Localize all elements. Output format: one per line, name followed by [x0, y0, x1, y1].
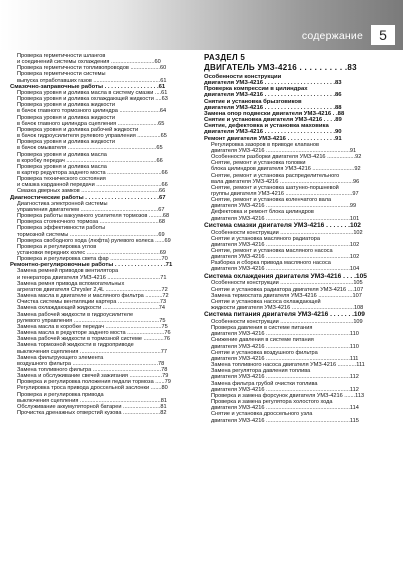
toc-entry: Проверка и регулировка положения педали тормоза ......79 — [17, 379, 171, 386]
toc-entries — [204, 74, 392, 424]
section-title: ДВИГАТЕЛЬ УМЗ-4216 . . . . . . . . . .83 — [204, 63, 357, 72]
toc-entry: Снятие и установка воздушного фильтра двигателя УМЗ-4216 ......................................................111 — [211, 349, 359, 362]
header-title: содержание — [301, 30, 363, 42]
toc-entry: Прочистка дренажных отверстий кузова ........................82 — [17, 410, 167, 417]
toc-heading: Смазочно-заправочные работы . . . . . . . . . . . . . . . . .61 — [10, 83, 166, 90]
toc-entry: Проверка и регулировка света фар .................................70 — [17, 256, 168, 263]
toc-heading: Ремонт двигателя УМЗ-4216 . . . . . . . . . . . . . . .91 — [204, 135, 342, 142]
toc-entry: Проверка свободного хода (люфта) рулевого колеса ......69 — [17, 237, 171, 244]
toc-entry: Замена охлаждающей жидкости ....................................74 — [17, 305, 166, 312]
toc-entry: Обслуживание аккумуляторной батареи ........................81 — [17, 403, 167, 410]
toc-entry: Снятие и установка насоса охлаждающей жидкости двигателя УМЗ-4216 ........................................108 — [211, 298, 364, 312]
toc-heading: Система питания двигателя УМЗ-4216 . . . . . . .109 — [204, 311, 365, 319]
toc-entry: Снижение давления в системе питания двигателя УМЗ-4216 ......................................................110 — [211, 337, 359, 350]
toc-heading: Ремонтно-регулировочные работы . . . . . . . . . . . . . . . .71 — [10, 262, 173, 269]
toc-entry: Проверка эффективности работы тормозной системы .........................................................69 — [17, 225, 165, 238]
toc-entry: Проверка работы вакуумного усилителя тормозов .........68 — [17, 213, 170, 220]
toc-entry: Замена масла в коробке передач ....................................75 — [17, 323, 168, 330]
toc-entry: Снятие и установка масляного радиатора двигателя УМЗ-4216 ......................................................102 — [211, 235, 360, 248]
toc-entry: Проверка уровня и доливка охлаждающей жидкости ....63 — [17, 96, 168, 103]
toc-entry: Проверка уровня и доливка жидкости в бачок омывателя .........................................................65 — [17, 139, 163, 152]
toc-entry: Снятие, ремонт и установка масляного насоса двигателя УМЗ-4216 ......................................................102 — [211, 248, 360, 261]
toc-heading: Система охлаждения двигателя УМЗ-4216 . . . .105 — [204, 272, 367, 280]
toc-entry: Проверка герметичности шлангов и соединений системы охлаждения ............................60 — [17, 53, 161, 66]
toc-entry: Замена ремней приводов вентилятора и генератора двигателя УМЗ-4216 ..................................71 — [17, 268, 167, 281]
toc-entry: Проверка и замена форсунок двигателя УМЗ-4216 .......113 — [211, 392, 365, 399]
toc-heading: Снятие, дефектовка и установка маховика двигателя УМЗ-4216 . . . . . . . . . . . . . . . . . . . . . .90 — [204, 123, 342, 136]
toc-entry: Особенности конструкции ...............................................105 — [211, 280, 363, 287]
toc-entry: Проверка уровня и доливка жидкости в бачок главного тормозного цилиндра ..........................64 — [17, 102, 167, 115]
toc-entry: Проверка уровня и доливка масла в систему смазки ....61 — [17, 89, 168, 96]
toc-entry: Разборка и сборка привода масляного насоса двигателя УМЗ-4216 ......................................................104 — [211, 260, 360, 273]
toc-right-column — [204, 53, 392, 424]
toc-entry: Замена ремня привода вспомогательных агрегатов двигателя Chrysler 2,4L ....................................72 — [17, 280, 168, 293]
toc-entry: Снятие, ремонт и установка шатунно-поршневой группы двигателя УМЗ-4216 ...........................................97 — [211, 184, 359, 197]
toc-entry: Проверка герметичности системы выпуска отработавших газов ...........................................61 — [17, 71, 167, 84]
toc-entry: Замена масла в редукторе заднего моста ........................76 — [17, 330, 171, 337]
toc-entry: Замена рабочей жидкости в гидроусилителе рулевого управления .......................................................75 — [17, 311, 166, 324]
toc-entry: Диагностика электронной системы управления двигателем ..................................................67 — [17, 200, 165, 213]
toc-entry: Проверка и замена регулятора холостого хода двигателя УМЗ-4216 ......................................................114 — [211, 399, 359, 412]
toc-entry: Проверка технического состояния и смазка карданной передачи ..........................................66 — [17, 176, 168, 189]
toc-entry: Замена термостата двигателя УМЗ-4216 ......................107 — [211, 292, 362, 299]
toc-heading: Особенности конструкции двигателя УМЗ-4216 . . . . . . . . . . . . . . . . . . . . . .83 — [204, 74, 342, 87]
toc-entry: Проверка герметичности топливопроводов ...................60 — [17, 65, 167, 72]
toc-heading: Снятие и установка двигателя УМЗ-4216 . . . .89 — [204, 117, 342, 124]
toc-entry: Особенности конструкции ...............................................102 — [211, 229, 363, 236]
toc-entry: Особенности конструкции ...............................................109 — [211, 319, 363, 326]
toc-heading: Система смазки двигателя УМЗ-4216 . . . . . . .102 — [204, 221, 361, 229]
toc-heading: Диагностические работы . . . . . . . . . . . . . . . . . . . . . . .67 — [10, 194, 166, 201]
toc-entry: Проверка уровня и доливка рабочей жидкости в бачок гидроусилителя рулевого управления ...............65 — [17, 126, 167, 140]
toc-entry: Снятие и установка дроссельного узла двигателя УМЗ-4216 ......................................................115 — [211, 411, 359, 424]
toc-entry: Проверка уровня и доливка жидкости в бачок главного цилиндра сцепления ..........................65 — [17, 114, 165, 127]
toc-entry: Замена тормозной жидкости в гидроприводе выключения сцепления ....................................................77 — [17, 342, 167, 355]
toc-entry: Регулировка троса привода дроссельной заслонки .......80 — [17, 385, 168, 392]
toc-entry: Дефектовка и ремонт блока цилиндров двигателя УМЗ-4216 ......................................................101 — [211, 209, 360, 222]
toc-entry: Снятие, ремонт и установка головки блока цилиндров двигателя УМЗ-4216 ...........................92 — [211, 160, 361, 173]
header-banner — [0, 0, 403, 50]
toc-entry: Регулировка зазоров в приводе клапанов двигателя УМЗ-4216 ......................................................91 — [211, 141, 357, 154]
toc-entry: Проверка давления в системе питания двигателя УМЗ-4216 ......................................................110 — [211, 325, 359, 338]
toc-entry: Замена рабочей жидкости в тормозной системе .............76 — [17, 336, 170, 343]
toc-entry: Проверка и регулировка углов установки передних колес ...............................................69 — [17, 243, 166, 256]
toc-entry: Смазка дверных замков ..................................................66 — [17, 188, 166, 195]
toc-heading: Проверка компрессии в цилиндрах двигателя УМЗ-4216 . . . . . . . . . . . . . . . . . . . . . .86 — [204, 86, 342, 99]
toc-entry: Замена фильтрующего элемента воздушного фильтра .......................................................78 — [17, 354, 165, 367]
section-label: РАЗДЕЛ 5 — [204, 53, 246, 62]
toc-heading: Снятие и установка брызговиков двигателя УМЗ-4216 . . . . . . . . . . . . . . . . . . . . . .88 — [204, 98, 342, 111]
toc-entry: Замена масла в двигателе и масляного фильтра ...........72 — [17, 293, 169, 300]
toc-left-column — [10, 53, 191, 416]
toc-entry: Проверка уровня и доливка масла в коробку передач ..........................................................66 — [17, 151, 163, 164]
toc-entry: Особенности разборки двигателя УМЗ-4216 ..................92 — [211, 154, 362, 161]
toc-entry: Очистка системы вентиляции картера ...........................73 — [17, 299, 167, 306]
toc-entry: Замена топливного насоса двигателя УМЗ-4216 ............111 — [211, 362, 365, 369]
toc-entry: Снятие и установка радиатора двигателя УМЗ-4216 ....107 — [211, 286, 364, 293]
toc-entry: Снятие, ремонт и установка коленчатого вала двигателя УМЗ-4216 ......................................................99 — [211, 197, 357, 210]
toc-entry: Проверка стояночного тормоза ......................................68 — [17, 219, 165, 226]
toc-entry: Проверка и регулировка привода выключения сцепления ....................................................81 — [17, 391, 167, 404]
toc-heading: Замена опор подвески двигателя УМЗ-4216 . .88 — [204, 110, 345, 117]
toc-entry: Замена регулятора давления топлива двигателя УМЗ-4216 ......................................................112 — [211, 368, 359, 381]
toc-entry: Проверка уровня и доливка масла в картер редуктора заднего моста ...................................66 — [17, 163, 168, 176]
toc-entry: Снятие, ремонт и установка распределительного вала двигателя УМЗ-4216 ...............................................96 — [211, 172, 360, 185]
toc-entry: Замена топливного фильтра ............................................78 — [17, 366, 168, 373]
page-number: 5 — [371, 25, 395, 45]
toc-entry: Замена фильтра грубой очистки топлива двигателя УМЗ-4216 ......................................................112 — [211, 380, 359, 393]
toc-entry: Замена и обслуживание свечей зажигания .....................79 — [17, 373, 169, 380]
